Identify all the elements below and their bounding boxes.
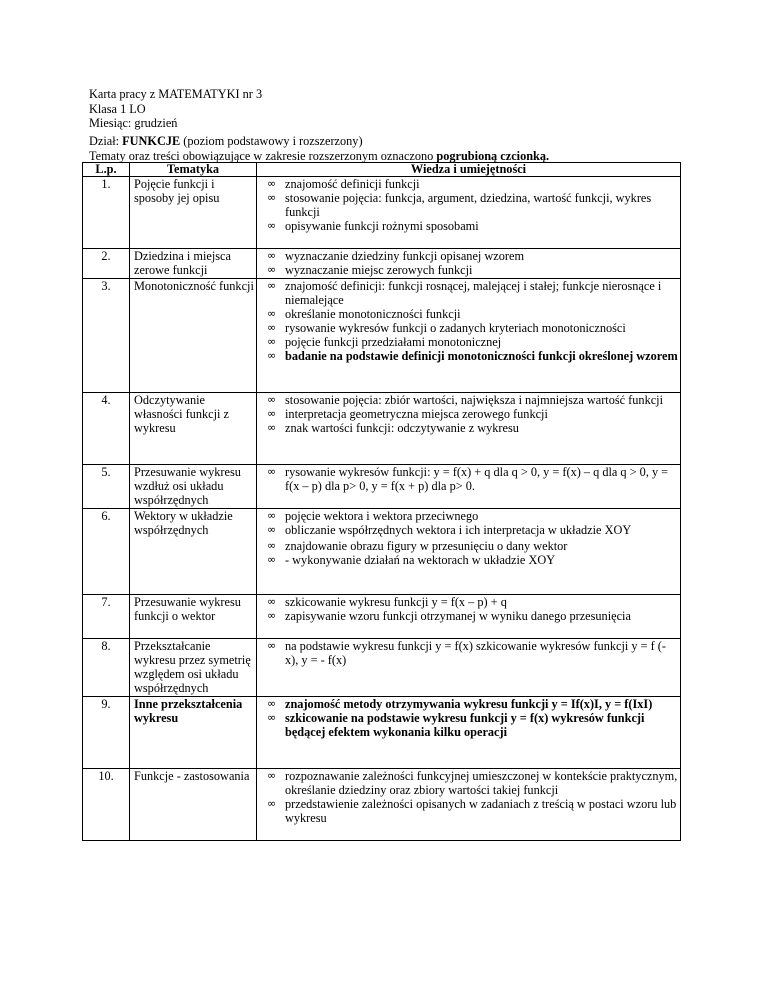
header-skills: Wiedza i umiejętności — [257, 163, 681, 177]
list-item-text: znajomość definicji funkcji — [285, 177, 420, 191]
skills-list — [257, 465, 680, 493]
row-number: 10. — [83, 769, 130, 841]
list-item-text: znak wartości funkcji: odczytywanie z wykresu — [285, 421, 519, 435]
row-number: 8. — [83, 639, 130, 697]
list-item — [267, 177, 680, 191]
list-item — [267, 797, 680, 825]
table-row — [83, 769, 681, 841]
table-row — [83, 595, 681, 639]
header-topic: Tematyka — [130, 163, 257, 177]
infinity-bullet-icon: ∞ — [267, 279, 277, 292]
header-lp: L.p. — [83, 163, 130, 177]
document-header — [89, 87, 262, 131]
list-item — [267, 335, 680, 349]
row-number: 9. — [83, 697, 130, 769]
row-topic: Monotoniczność funkcji — [130, 279, 257, 393]
row-topic: Wektory w układzie współrzędnych — [130, 509, 257, 595]
list-item-text: interpretacja geometryczna miejsca zerowego funkcji — [285, 407, 548, 421]
row-topic: Przesuwanie wykresu funkcji o wektor — [130, 595, 257, 639]
row-skills — [257, 639, 681, 697]
list-item-text: wyznaczanie dziedziny funkcji opisanej wzorem — [285, 249, 525, 263]
row-topic: Odczytywanie własności funkcji z wykresu — [130, 393, 257, 465]
class-label: Klasa 1 LO — [89, 101, 146, 116]
infinity-bullet-icon: ∞ — [267, 321, 277, 334]
section-suffix: (poziom podstawowy i rozszerzony) — [180, 134, 363, 148]
infinity-bullet-icon: ∞ — [267, 249, 277, 262]
list-item-text: szkicowanie wykresu funkcji y = f(x – p) + q — [285, 595, 507, 609]
list-item — [267, 639, 680, 667]
infinity-bullet-icon: ∞ — [267, 595, 277, 608]
infinity-bullet-icon: ∞ — [267, 769, 277, 782]
row-topic: Dziedzina i miejsca zerowe funkcji — [130, 249, 257, 279]
row-number: 3. — [83, 279, 130, 393]
infinity-bullet-icon: ∞ — [267, 639, 277, 652]
list-item — [267, 539, 680, 553]
row-topic: Funkcje - zastosowania — [130, 769, 257, 841]
skills-list — [257, 279, 680, 363]
list-item — [267, 769, 680, 797]
row-skills — [257, 465, 681, 509]
infinity-bullet-icon: ∞ — [267, 523, 277, 536]
row-skills — [257, 177, 681, 249]
list-item-text: rysowanie wykresów funkcji o zadanych kryteriach monotoniczności — [285, 321, 626, 335]
list-item — [267, 609, 680, 623]
list-item — [267, 421, 680, 435]
list-item — [267, 349, 680, 363]
infinity-bullet-icon: ∞ — [267, 697, 277, 710]
document-title: Karta pracy z MATEMATYKI nr 3 — [89, 87, 263, 101]
list-item-text: obliczanie współrzędnych wektora i ich interpretacja w układzie XOY — [285, 523, 632, 537]
list-item-text: znajomość definicji: funkcji rosnącej, malejącej i stałej; funkcje nierosnące i niemalejące — [285, 279, 662, 307]
infinity-bullet-icon: ∞ — [267, 711, 277, 724]
list-item — [267, 509, 680, 523]
list-item — [267, 219, 680, 233]
row-skills — [257, 595, 681, 639]
skills-list — [257, 697, 680, 739]
skills-list — [257, 393, 680, 435]
list-item-text: rysowanie wykresów funkcji: y = f(x) + q dla q > 0, y = f(x) – q dla q > 0, y = f(x – p) dla p> 0, y = f(x + p) dla p> 0. — [285, 465, 669, 493]
row-number: 2. — [83, 249, 130, 279]
table-row — [83, 249, 681, 279]
infinity-bullet-icon: ∞ — [267, 219, 277, 232]
skills-list — [257, 595, 680, 623]
list-item — [267, 249, 680, 263]
infinity-bullet-icon: ∞ — [267, 509, 277, 522]
list-item — [267, 553, 680, 567]
infinity-bullet-icon: ∞ — [267, 177, 277, 190]
list-item — [267, 523, 680, 537]
list-item — [267, 263, 680, 277]
row-skills — [257, 279, 681, 393]
list-item — [267, 307, 680, 321]
infinity-bullet-icon: ∞ — [267, 539, 277, 552]
table-row — [83, 393, 681, 465]
list-item — [267, 407, 680, 421]
row-topic: Przekształcanie wykresu przez symetrię względem osi układu współrzędnych — [130, 639, 257, 697]
table-row — [83, 509, 681, 595]
list-item-text: rozpoznawanie zależności funkcyjnej umieszczonej w kontekście praktycznym, określanie dziedziny oraz zbiory wartości takiej funkcji — [285, 769, 678, 797]
infinity-bullet-icon: ∞ — [267, 263, 277, 276]
table-row — [83, 465, 681, 509]
list-item — [267, 711, 680, 739]
infinity-bullet-icon: ∞ — [267, 553, 277, 566]
list-item-text: - wykonywanie działań na wektorach w układzie XOY — [285, 553, 556, 567]
row-topic: Inne przekształcenia wykresu — [130, 697, 257, 769]
table-row — [83, 697, 681, 769]
skills-list — [257, 249, 680, 277]
list-item — [267, 321, 680, 335]
section-line — [89, 134, 749, 149]
row-skills — [257, 769, 681, 841]
infinity-bullet-icon: ∞ — [267, 191, 277, 204]
section-intro — [89, 134, 749, 163]
topics-table — [82, 162, 681, 841]
skills-list — [257, 769, 680, 825]
infinity-bullet-icon: ∞ — [267, 797, 277, 810]
row-topic: Pojęcie funkcji i sposoby jej opisu — [130, 177, 257, 249]
infinity-bullet-icon: ∞ — [267, 393, 277, 406]
month-label: Miesiąc: grudzień — [89, 116, 178, 130]
infinity-bullet-icon: ∞ — [267, 421, 277, 434]
infinity-bullet-icon: ∞ — [267, 407, 277, 420]
list-item-text: zapisywanie wzoru funkcji otrzymanej w wyniku danego przesunięcia — [285, 609, 631, 623]
skills-list — [257, 509, 680, 567]
infinity-bullet-icon: ∞ — [267, 335, 277, 348]
section-name: FUNKCJE — [122, 134, 181, 148]
list-item-text: badanie na podstawie definicji monotoniczności funkcji określonej wzorem — [285, 349, 678, 363]
row-skills — [257, 249, 681, 279]
row-number: 4. — [83, 393, 130, 465]
table-body — [83, 177, 681, 841]
list-item-text: pojęcie wektora i wektora przeciwnego — [285, 509, 479, 523]
row-number: 1. — [83, 177, 130, 249]
list-item-text: opisywanie funkcji rożnymi sposobami — [285, 219, 479, 233]
list-item-text: na podstawie wykresu funkcji y = f(x) szkicowanie wykresów funkcji y = f (-x), y = - f(x) — [285, 639, 666, 667]
list-item-text: przedstawienie zależności opisanych w zadaniach z treścią w postaci wzoru lub wykresu — [285, 797, 677, 825]
table-row — [83, 279, 681, 393]
row-skills — [257, 697, 681, 769]
list-item — [267, 697, 680, 711]
row-topic: Przesuwanie wykresu wzdłuż osi układu współrzędnych — [130, 465, 257, 509]
list-item-text: stosowanie pojęcia: zbiór wartości, największa i najmniejsza wartość funkcji — [285, 393, 664, 407]
row-skills — [257, 393, 681, 465]
row-number: 5. — [83, 465, 130, 509]
infinity-bullet-icon: ∞ — [267, 307, 277, 320]
list-item-text: stosowanie pojęcia: funkcja, argument, dziedzina, wartość funkcji, wykres funkcji — [285, 191, 652, 219]
list-item-text: pojęcie funkcji przedziałami monotonicznej — [285, 335, 502, 349]
skills-list — [257, 639, 680, 667]
infinity-bullet-icon: ∞ — [267, 465, 277, 478]
skills-list — [257, 177, 680, 233]
topics-note-bold: pogrubioną czcionką. — [436, 148, 550, 163]
topics-note-text: Tematy oraz treści obowiązujące w zakresie rozszerzonym oznaczono — [89, 148, 437, 163]
list-item-text: znajdowanie obrazu figury w przesunięciu o dany wektor — [285, 539, 568, 553]
list-item — [267, 465, 680, 493]
infinity-bullet-icon: ∞ — [267, 349, 277, 362]
list-item — [267, 595, 680, 609]
row-skills — [257, 509, 681, 595]
row-number: 6. — [83, 509, 130, 595]
list-item-text: określanie monotoniczności funkcji — [285, 307, 461, 321]
list-item-text: wyznaczanie miejsc zerowych funkcji — [285, 263, 473, 277]
list-item — [267, 279, 680, 307]
topics-note — [89, 149, 749, 164]
section-prefix: Dział: — [89, 134, 123, 148]
table-row — [83, 177, 681, 249]
table-header-row — [83, 163, 681, 177]
list-item — [267, 191, 680, 219]
list-item — [267, 393, 680, 407]
list-item-text: znajomość metody otrzymywania wykresu funkcji y = If(x)I, y = f(IxI) — [285, 697, 653, 711]
list-item-text: szkicowanie na podstawie wykresu funkcji y = f(x) wykresów funkcji będącej efektem wykonania kilku operacji — [285, 711, 645, 739]
row-number: 7. — [83, 595, 130, 639]
infinity-bullet-icon: ∞ — [267, 609, 277, 622]
table-row — [83, 639, 681, 697]
